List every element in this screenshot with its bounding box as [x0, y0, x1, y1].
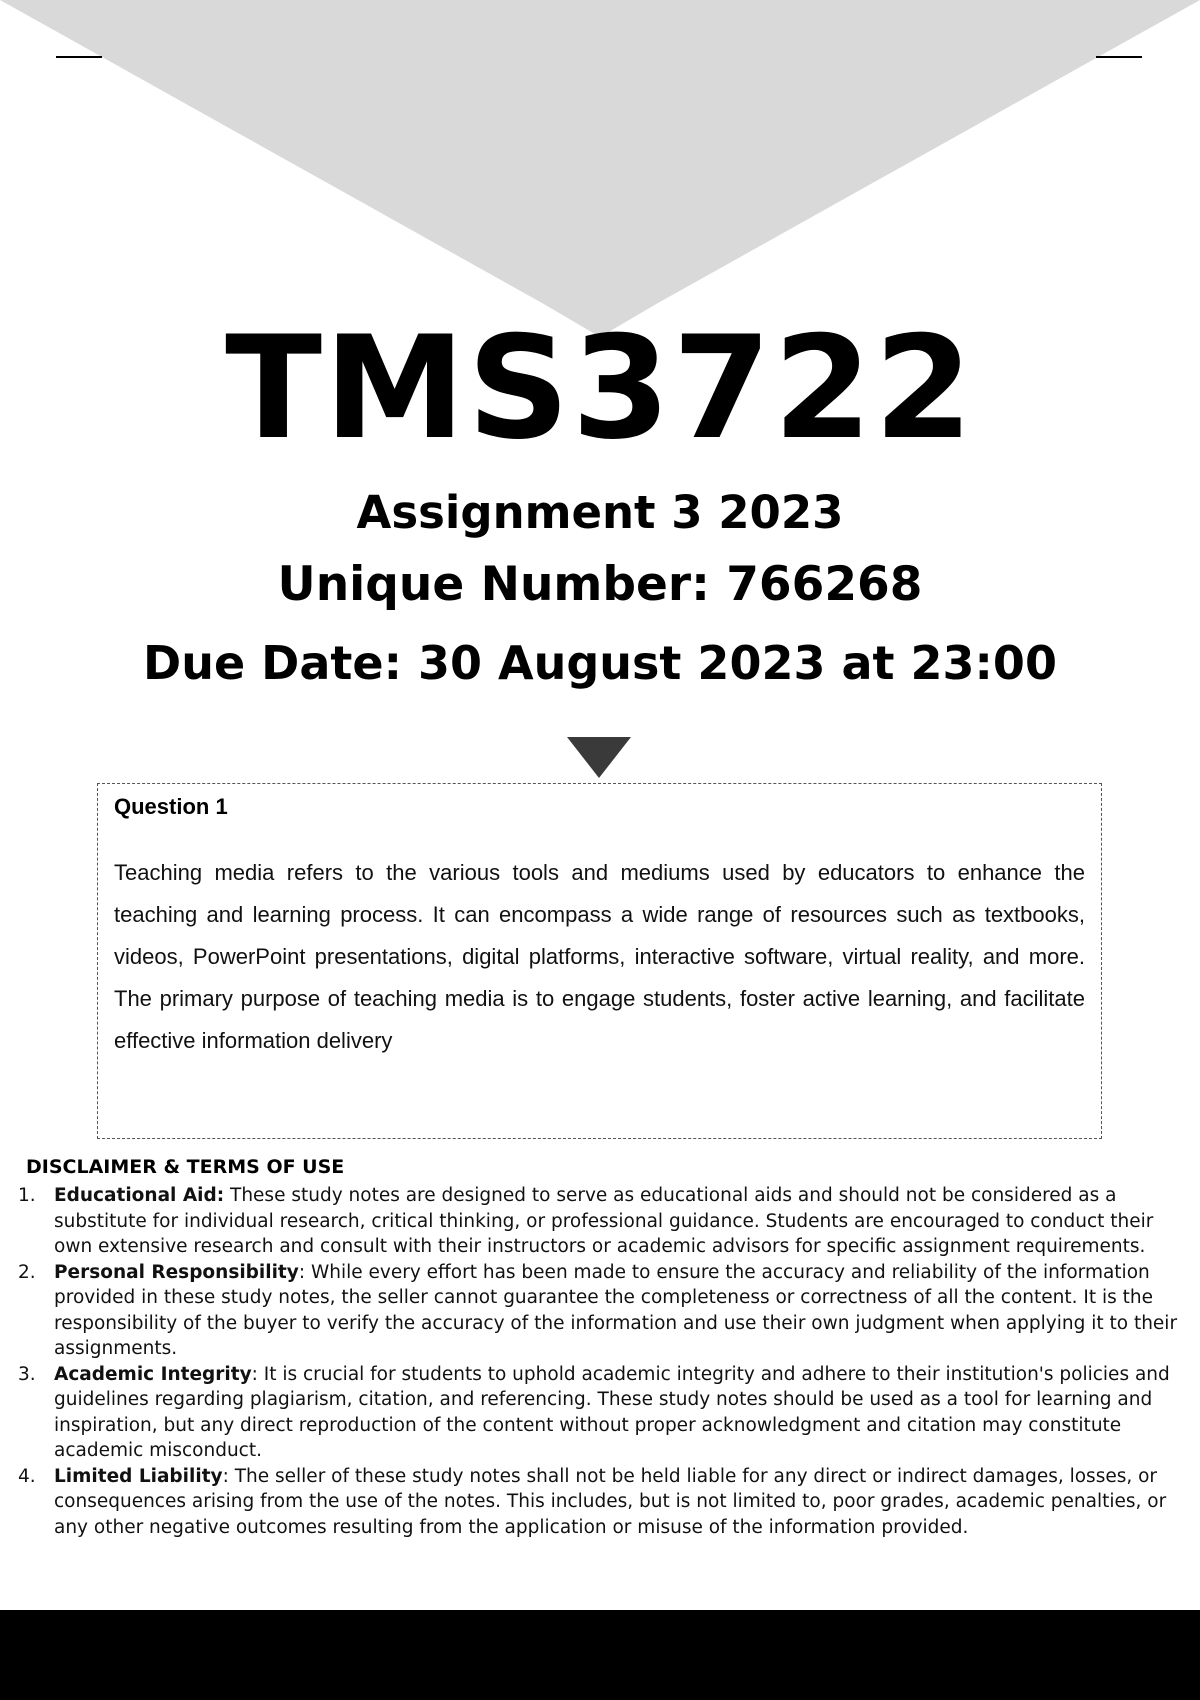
arrow-down-icon — [567, 737, 631, 778]
term-text: : While every effort has been made to ensure the accuracy and reliability of the information provided in these study notes, the seller cannot guarantee the completeness or correctness of all the content. It is the responsibility of the buyer to verify the accuracy of the information and use their own judgment when applying it to their assignments. — [54, 1261, 1178, 1359]
term-text: : The seller of these study notes shall not be held liable for any direct or indirect damages, losses, or consequences arising from the use of the notes. This includes, but is not limited to, poor grades, academic penalties, or any other negative outcomes resulting from the application or misuse of the information provided. — [54, 1465, 1167, 1538]
disclaimer-title: DISCLAIMER & TERMS OF USE — [26, 1156, 345, 1178]
course-code-title: TMS3722 — [225, 306, 975, 471]
term-number: 3. — [18, 1363, 36, 1385]
term-heading: Academic Integrity — [54, 1363, 252, 1385]
term-heading: Limited Liability — [54, 1465, 223, 1487]
term-item-limited-liability — [18, 1464, 1190, 1541]
corner-line-left — [56, 56, 102, 58]
term-text: : It is crucial for students to uphold academic integrity and adhere to their institution's policies and guidelines regarding plagiarism, citation, and referencing. These study notes should be used as a tool for learning and inspiration, but any direct reproduction of the content without proper acknowledgment and citation may constitute academic misconduct. — [54, 1363, 1170, 1461]
unique-number: Unique Number: 766268 — [277, 557, 923, 612]
term-item-academic-integrity — [18, 1362, 1190, 1464]
assignment-subtitle: Assignment 3 2023 — [356, 486, 844, 539]
term-text: These study notes are designed to serve as educational aids and should not be considered as a substitute for individual research, critical thinking, or professional guidance. Students are encouraged to conduct their own extensive research and consult with their instructors or academic advisors for specific assignment requirements. — [54, 1185, 1154, 1257]
due-date: Due Date: 30 August 2023 at 23:00 — [143, 636, 1057, 690]
term-item-personal-responsibility — [18, 1260, 1190, 1362]
term-number: 2. — [18, 1261, 36, 1283]
term-heading: Personal Responsibility — [54, 1261, 299, 1283]
question-box — [97, 783, 1102, 1139]
corner-line-right — [1096, 56, 1142, 58]
term-item-educational-aid — [18, 1183, 1190, 1260]
question-body: Teaching media refers to the various tools and mediums used by educators to enhance the teaching and learning process. It can encompass a wide range of resources such as textbooks, videos, PowerPoint presentations, digital platforms, interactive software, virtual reality, and more. The primary purpose of teaching media is to engage students, foster active learning, and facilitate effective information delivery — [114, 860, 1085, 1053]
term-number: 1. — [18, 1185, 36, 1206]
terms-list — [18, 1183, 1190, 1540]
term-number: 4. — [18, 1465, 36, 1487]
banner-chevron-shape — [0, 0, 1200, 303]
footer-bar — [0, 1610, 1200, 1700]
question-title: Question 1 — [114, 794, 228, 819]
term-heading: Educational Aid: — [54, 1185, 225, 1206]
cover-banner-chevron — [0, 0, 1200, 340]
